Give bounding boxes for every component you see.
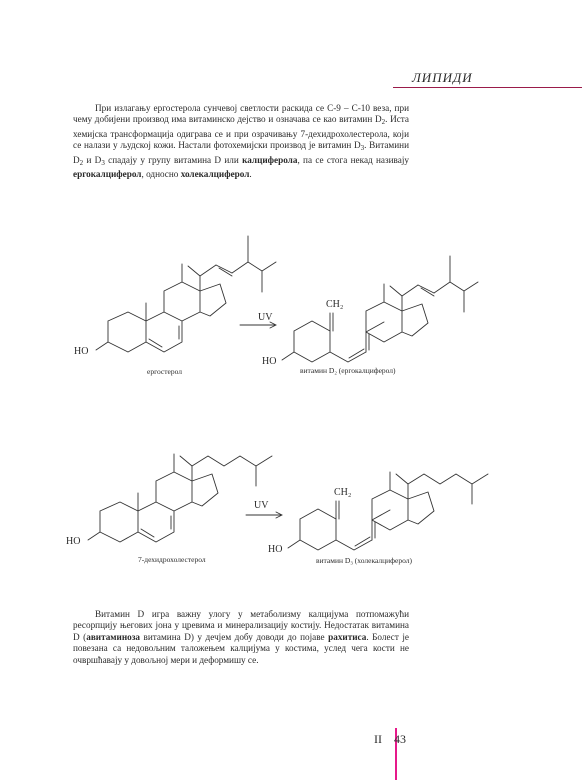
uv-label: UV [254, 500, 269, 511]
paragraph-2: Витамин D игра важну улогу у метаболизму калцијума потпомажући ресорпцију његових јона у цревима и минерализацију костију. Недостатак витамина D (авитаминоза витамина D) у дечјем добу доводи до појаве рахитиса. Болест је повезана са недовољним таложењем калцијума у костима, услед чега кости не очвршћавају у довољној мери и деформишу се. [73, 609, 409, 665]
ho-label: HO [66, 536, 81, 547]
dehydrocholesterol-label: 7-дехидрохолестерол [138, 555, 206, 564]
ergosterol-structure [96, 236, 276, 352]
ch2-label: CH₂ [326, 299, 344, 310]
uv-label: UV [258, 312, 273, 323]
ho-label: HO [74, 346, 89, 357]
ho-label: HO [268, 544, 283, 555]
reaction-arrow-2 [246, 512, 282, 518]
vitamin-d3-label: витамин D₃ (холекалциферол) [316, 556, 413, 565]
ch2-label: CH₂ [334, 487, 352, 498]
vitamin-d3-structure [288, 472, 488, 550]
ergosterol-label: ергостерол [147, 367, 182, 376]
dehydrocholesterol-structure [88, 454, 272, 542]
paragraph-1: При излагању ергостерола сунчевој светлости раскида се C-9 – C-10 веза, при чему добијени производ има витаминско дејство и означава се као витамин $D_2$. Иста хемијска трансформација одиграва се и при озрачивању 7-дехидрохолестерола, који се налази у људској кожи. Настали фотохемијски производ је витамин $D_3$. Витамини $D_2$ и $D_3$ спадају у групу витамина D или калциферола, па се стога некад називају ергокалциферол, односно холекалциферол. [73, 103, 409, 180]
chapter-title: ЛИПИДИ [412, 70, 473, 85]
page-number: II 43 [374, 732, 406, 746]
vitamin-d2-label: витамин D₂ (ергокалциферол) [300, 366, 396, 375]
ho-label: HO [262, 356, 277, 367]
vitamin-d2-structure [282, 256, 478, 362]
